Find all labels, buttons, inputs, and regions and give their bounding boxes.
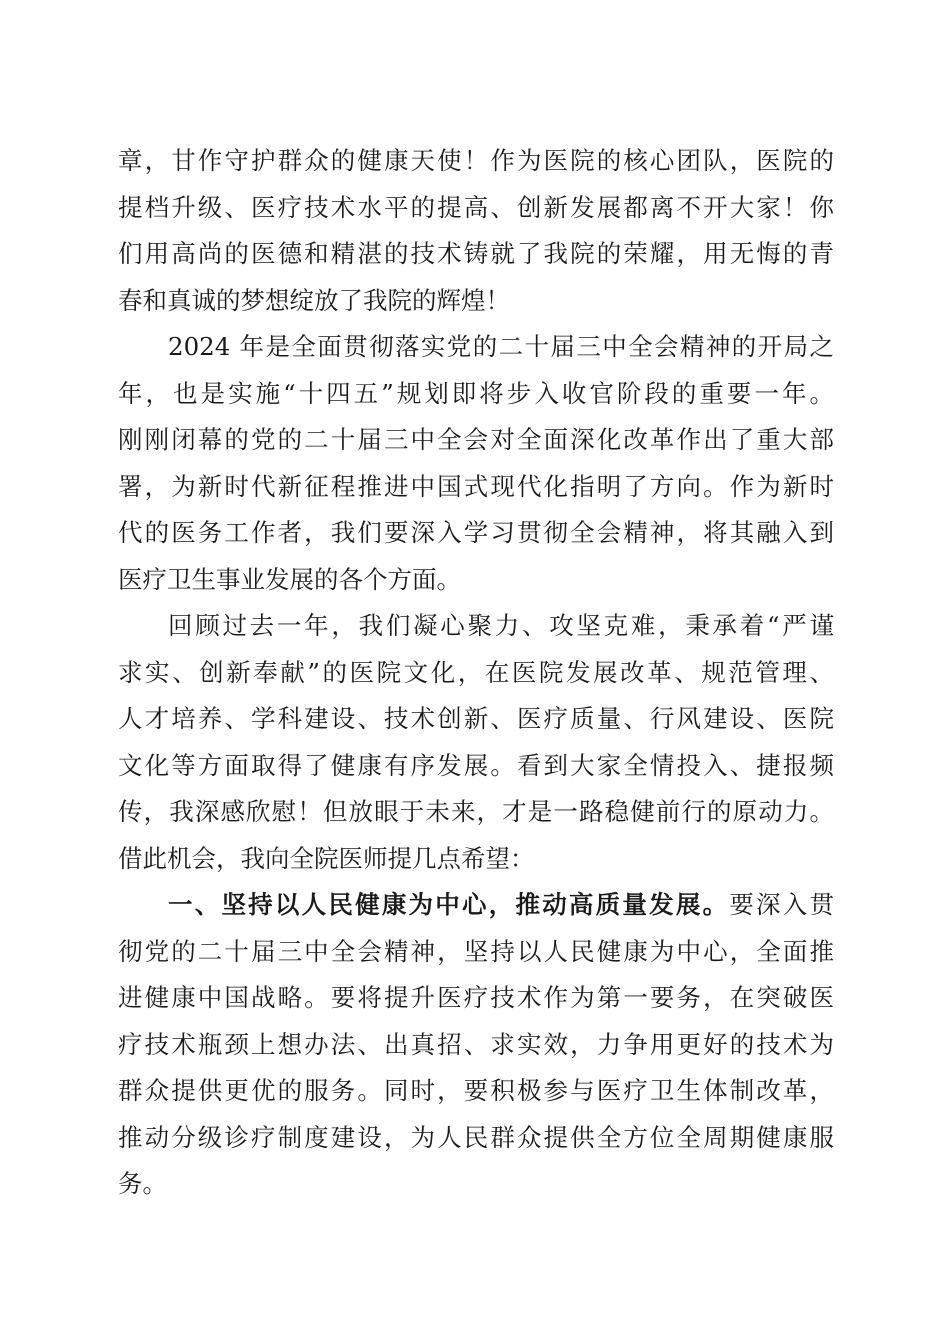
paragraph-line: 文化等方面取得了健康有序发展。看到大家全情投入、捷报频 — [118, 750, 834, 780]
paragraph-line: 代的医务工作者，我们要深入学习贯彻全会精神，将其融入到 — [118, 518, 834, 547]
paragraph-line: 署，为新时代新征程推进中国式现代化指明了方向。作为新时 — [118, 471, 834, 501]
paragraph-line: 提档升级、医疗技术水平的提高、创新发展都离不开大家！你 — [118, 192, 834, 222]
paragraph-line: 进健康中国战略。要将提升医疗技术作为第一要务，在突破医 — [118, 983, 834, 1012]
paragraph-text: 要深入贯 — [729, 890, 834, 919]
paragraph-line: 群众提供更优的服务。同时，要积极参与医疗卫生体制改革， — [118, 1076, 834, 1105]
paragraph-2 — [118, 324, 834, 603]
paragraph-line: 推动分级诊疗制度建设，为人民群众提供全方位全周期健康服 — [118, 1122, 834, 1152]
paragraph-line: 回顾过去一年，我们凝心聚力、攻坚克难，秉承着“严谨 — [168, 611, 834, 640]
paragraph-line: 求实、创新奉献”的医院文化，在医院发展改革、规范管理、 — [118, 657, 834, 687]
paragraph-line: 医疗卫生事业发展的各个方面。 — [118, 564, 461, 594]
paragraph-1 — [118, 138, 834, 324]
paragraph-line: 年，也是实施“十四五”规划即将步入收官阶段的重要一年。 — [118, 378, 834, 408]
paragraph-line: 彻党的二十届三中全会精神，坚持以人民健康为中心，全面推 — [118, 936, 834, 966]
document-body — [118, 138, 834, 1208]
paragraph-line — [118, 882, 834, 929]
paragraph-line: 传，我深感欣慰！但放眼于未来，才是一路稳健前行的原动力。 — [118, 797, 834, 826]
paragraph-line: 章，甘作守护群众的健康天使！作为医院的核心团队，医院的 — [118, 146, 834, 175]
paragraph-line: 疗技术瓶颈上想办法、出真招、求实效，力争用更好的技术为 — [118, 1029, 834, 1059]
paragraph-line: 借此机会，我向全院医师提几点希望： — [118, 843, 535, 873]
paragraph-line: 们用高尚的医德和精湛的技术铸就了我院的荣耀，用无悔的青 — [118, 239, 834, 268]
paragraph-4 — [118, 882, 834, 1208]
paragraph-line: 刚刚闭幕的党的二十届三中全会对全面深化改革作出了重大部 — [118, 425, 834, 454]
section-heading: 一、坚持以人民健康为中心，推动高质量发展。 — [168, 890, 730, 919]
paragraph-line: 2024 年是全面贯彻落实党的二十届三中全会精神的开局之 — [168, 332, 834, 361]
paragraph-3 — [118, 603, 834, 882]
paragraph-line: 春和真诚的梦想绽放了我院的辉煌！ — [118, 285, 510, 315]
paragraph-line: 务。 — [118, 1169, 167, 1198]
paragraph-line: 人才培养、学科建设、技术创新、医疗质量、行风建设、医院 — [118, 704, 834, 733]
